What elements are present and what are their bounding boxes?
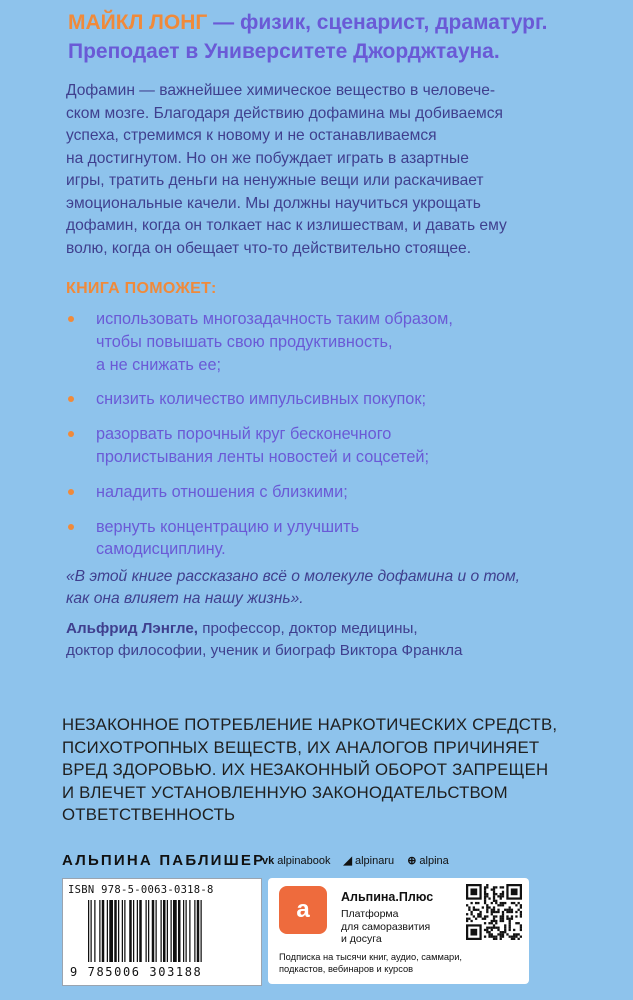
benefits-list (66, 308, 586, 573)
publisher-logo: АЛЬПИНА ПАБЛИШЕР (62, 852, 266, 869)
list-item-line: пролистывания ленты новостей и соцсетей; (96, 447, 430, 466)
list-item-line: самодисциплину. (96, 540, 226, 559)
barcode-number: 9 785006 303188 (70, 965, 203, 979)
list-item (66, 308, 586, 376)
description-line: волю, когда он обещает что-то действительно стоящее. (66, 239, 472, 257)
alpina-plus-logo-letter: a (296, 896, 310, 923)
list-item (66, 423, 586, 469)
isbn-label: ISBN 978-5-0063-0318-8 (68, 884, 214, 896)
plus-icon: ⊕ (407, 855, 417, 867)
social-links (262, 854, 459, 867)
barcode-icon (88, 900, 254, 962)
author-bio-line2: Преподает в Университете Джорджтауна. (68, 40, 500, 63)
review-quote (66, 566, 606, 610)
quote-author-name: Альфрид Лэнгле, (66, 620, 198, 637)
description-line: Дофамин — важнейшее химическое вещество в человече- (66, 82, 496, 99)
subtitle-line: и досуга (341, 933, 382, 945)
vk-icon: vk (262, 855, 275, 867)
telegram-icon: ◢ (343, 855, 352, 867)
social-handle: alpinaru (355, 855, 395, 867)
list-item-line: разорвать порочный круг бесконечного (96, 425, 392, 444)
bullet-dot-icon (68, 431, 74, 437)
alpina-plus-title: Альпина.Плюс (341, 890, 434, 904)
author-bio (68, 8, 628, 66)
list-item-line: а не снижать ее; (96, 355, 222, 374)
legal-warning (62, 714, 622, 827)
warning-line: ПСИХОТРОПНЫХ ВЕЩЕСТВ, ИХ АНАЛОГОВ ПРИЧИНЯЕТ (62, 737, 540, 757)
warning-line: ВРЕД ЗДОРОВЬЮ. ИХ НЕЗАКОННЫЙ ОБОРОТ ЗАПРЕЩЕН (62, 760, 549, 779)
description-line: игры, тратить деньги на ненужные вещи или раскачивает (66, 172, 484, 189)
social-handle: alpinabook (277, 855, 331, 867)
description-line: эмоциональные качели. Мы должны научиться укрощать (66, 194, 481, 212)
list-item (66, 388, 586, 411)
bullet-dot-icon (68, 316, 74, 322)
author-bio-line1: — физик, сценарист, драматург. (207, 11, 548, 34)
social-handle: alpina (419, 855, 449, 867)
quote-line: «В этой книге рассказано всё о молекуле дофамина и о том, (66, 568, 520, 585)
subtitle-line: для саморазвития (341, 920, 431, 933)
help-section-title: КНИГА ПОМОЖЕТ: (66, 280, 217, 297)
list-item-line: наладить отношения с близкими; (96, 482, 348, 501)
list-item-line: снизить количество импульсивных покупок; (96, 390, 426, 409)
description-line: ском мозге. Благодаря действию дофамина мы добиваемся (66, 104, 503, 122)
social-link-telegram[interactable] (344, 855, 398, 867)
qr-code-icon[interactable] (466, 884, 522, 940)
list-item-line: вернуть концентрацию и улучшить (96, 517, 360, 536)
warning-line: НЕЗАКОННОЕ ПОТРЕБЛЕНИЕ НАРКОТИЧЕСКИХ СРЕДСТВ, (62, 715, 558, 734)
quote-author-title-line2: доктор философии, ученик и биограф Виктора Франкла (66, 642, 463, 659)
subtitle-line: Платформа (341, 908, 399, 920)
alpina-plus-subtitle (341, 908, 451, 946)
book-description (66, 80, 586, 260)
list-item-line: чтобы повышать свою продуктивность, (96, 332, 393, 351)
description-line: на достигнутом. Но он же побуждает играть в азартные (66, 149, 469, 167)
quote-attribution (66, 618, 606, 662)
warning-line: И ВЛЕЧЕТ УСТАНОВЛЕННУЮ ЗАКОНОДАТЕЛЬСТВОМ (62, 782, 508, 802)
bullet-dot-icon (68, 396, 74, 402)
bullet-dot-icon (68, 489, 74, 495)
description-line: дофамин, когда он толкает нас к излишествам, и давать ему (66, 217, 507, 234)
description-line: подкастов, вебинаров и курсов (279, 963, 414, 974)
bullet-dot-icon (68, 524, 74, 530)
social-link-plus[interactable] (407, 855, 449, 867)
alpina-plus-description (279, 952, 519, 975)
warning-line: ОТВЕТСТВЕННОСТЬ (62, 805, 236, 824)
description-line: успеха, стремимся к новому и не останавливаемся (66, 127, 437, 144)
quote-author-title: профессор, доктор медицины, (198, 620, 418, 637)
description-line: Подписка на тысячи книг, аудио, саммари, (279, 952, 463, 962)
alpina-plus-logo-icon (279, 886, 327, 934)
author-name: МАЙКЛ ЛОНГ (68, 11, 208, 34)
quote-line: как она влияет на нашу жизнь». (66, 590, 304, 607)
social-link-vk[interactable] (262, 855, 334, 867)
list-item (66, 516, 586, 562)
list-item-line: использовать многозадачность таким образом, (96, 310, 453, 328)
list-item (66, 481, 586, 504)
